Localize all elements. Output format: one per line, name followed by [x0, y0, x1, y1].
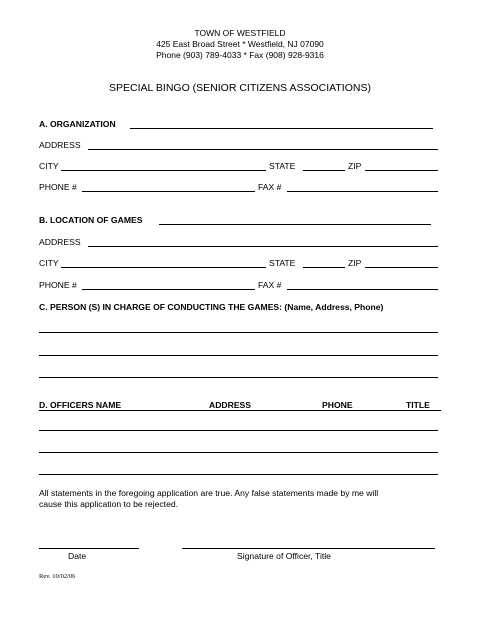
- section-a-phone-label: PHONE #: [39, 182, 77, 192]
- section-a-fax-label: FAX #: [258, 182, 282, 192]
- section-b-city-field[interactable]: [61, 267, 266, 268]
- section-b-state-label: STATE: [269, 258, 296, 268]
- section-b-label: B. LOCATION OF GAMES: [39, 215, 143, 225]
- date-label: Date: [68, 551, 87, 561]
- person-in-charge-line-1[interactable]: [39, 332, 438, 333]
- form-title: SPECIAL BINGO (SENIOR CITIZENS ASSOCIATIONS): [109, 82, 371, 94]
- section-a-fax-field[interactable]: [287, 191, 438, 192]
- organization-field[interactable]: [130, 128, 433, 129]
- signature-field[interactable]: [182, 548, 435, 549]
- section-b-zip-field[interactable]: [365, 267, 438, 268]
- section-a-zip-label: ZIP: [348, 161, 362, 171]
- town-contact: Phone (903) 789-4033 * Fax (908) 928-9316: [156, 50, 324, 60]
- section-a-city-field[interactable]: [61, 170, 266, 171]
- section-b-address-label: ADDRESS: [39, 237, 81, 247]
- location-of-games-field[interactable]: [159, 224, 431, 225]
- section-b-fax-label: FAX #: [258, 280, 282, 290]
- section-a-label: A. ORGANIZATION: [39, 119, 116, 129]
- section-a-zip-field[interactable]: [365, 170, 438, 171]
- section-a-state-label: STATE: [269, 161, 296, 171]
- town-name: TOWN OF WESTFIELD: [194, 28, 286, 38]
- section-d-title-header: TITLE: [406, 400, 430, 410]
- section-a-state-field[interactable]: [303, 170, 345, 171]
- officer-line-1[interactable]: [39, 430, 438, 431]
- section-b-fax-field[interactable]: [287, 289, 438, 290]
- section-b-phone-label: PHONE #: [39, 280, 77, 290]
- officer-line-3[interactable]: [39, 474, 438, 475]
- section-a-address-field[interactable]: [88, 149, 438, 150]
- section-d-label: D. OFFICERS NAME: [39, 400, 122, 410]
- statement-line-2: cause this application to be rejected.: [39, 499, 179, 509]
- section-a-phone-field[interactable]: [82, 191, 255, 192]
- person-in-charge-line-3[interactable]: [39, 377, 438, 378]
- person-in-charge-line-2[interactable]: [39, 355, 438, 356]
- section-b-address-field[interactable]: [88, 246, 438, 247]
- section-a-address-label: ADDRESS: [39, 140, 81, 150]
- section-b-phone-field[interactable]: [82, 289, 255, 290]
- town-address: 425 East Broad Street * Westfield, NJ 07090: [156, 39, 324, 49]
- officers-header-rule: [39, 410, 441, 411]
- revision-date: Rev. 10/02/06: [39, 573, 76, 580]
- section-c-label: C. PERSON (S) IN CHARGE OF CONDUCTING THE GAMES: (Name, Address, Phone): [39, 302, 384, 312]
- section-a-city-label: CITY: [39, 161, 59, 171]
- section-b-city-label: CITY: [39, 258, 59, 268]
- section-d-phone-header: PHONE: [322, 400, 353, 410]
- section-d-address-header: ADDRESS: [209, 400, 252, 410]
- signature-label: Signature of Officer, Title: [237, 551, 331, 561]
- date-field[interactable]: [39, 548, 139, 549]
- section-b-zip-label: ZIP: [348, 258, 362, 268]
- officer-line-2[interactable]: [39, 452, 438, 453]
- section-b-state-field[interactable]: [303, 267, 345, 268]
- statement-line-1: All statements in the foregoing application are true. Any false statements made by me will: [39, 488, 379, 498]
